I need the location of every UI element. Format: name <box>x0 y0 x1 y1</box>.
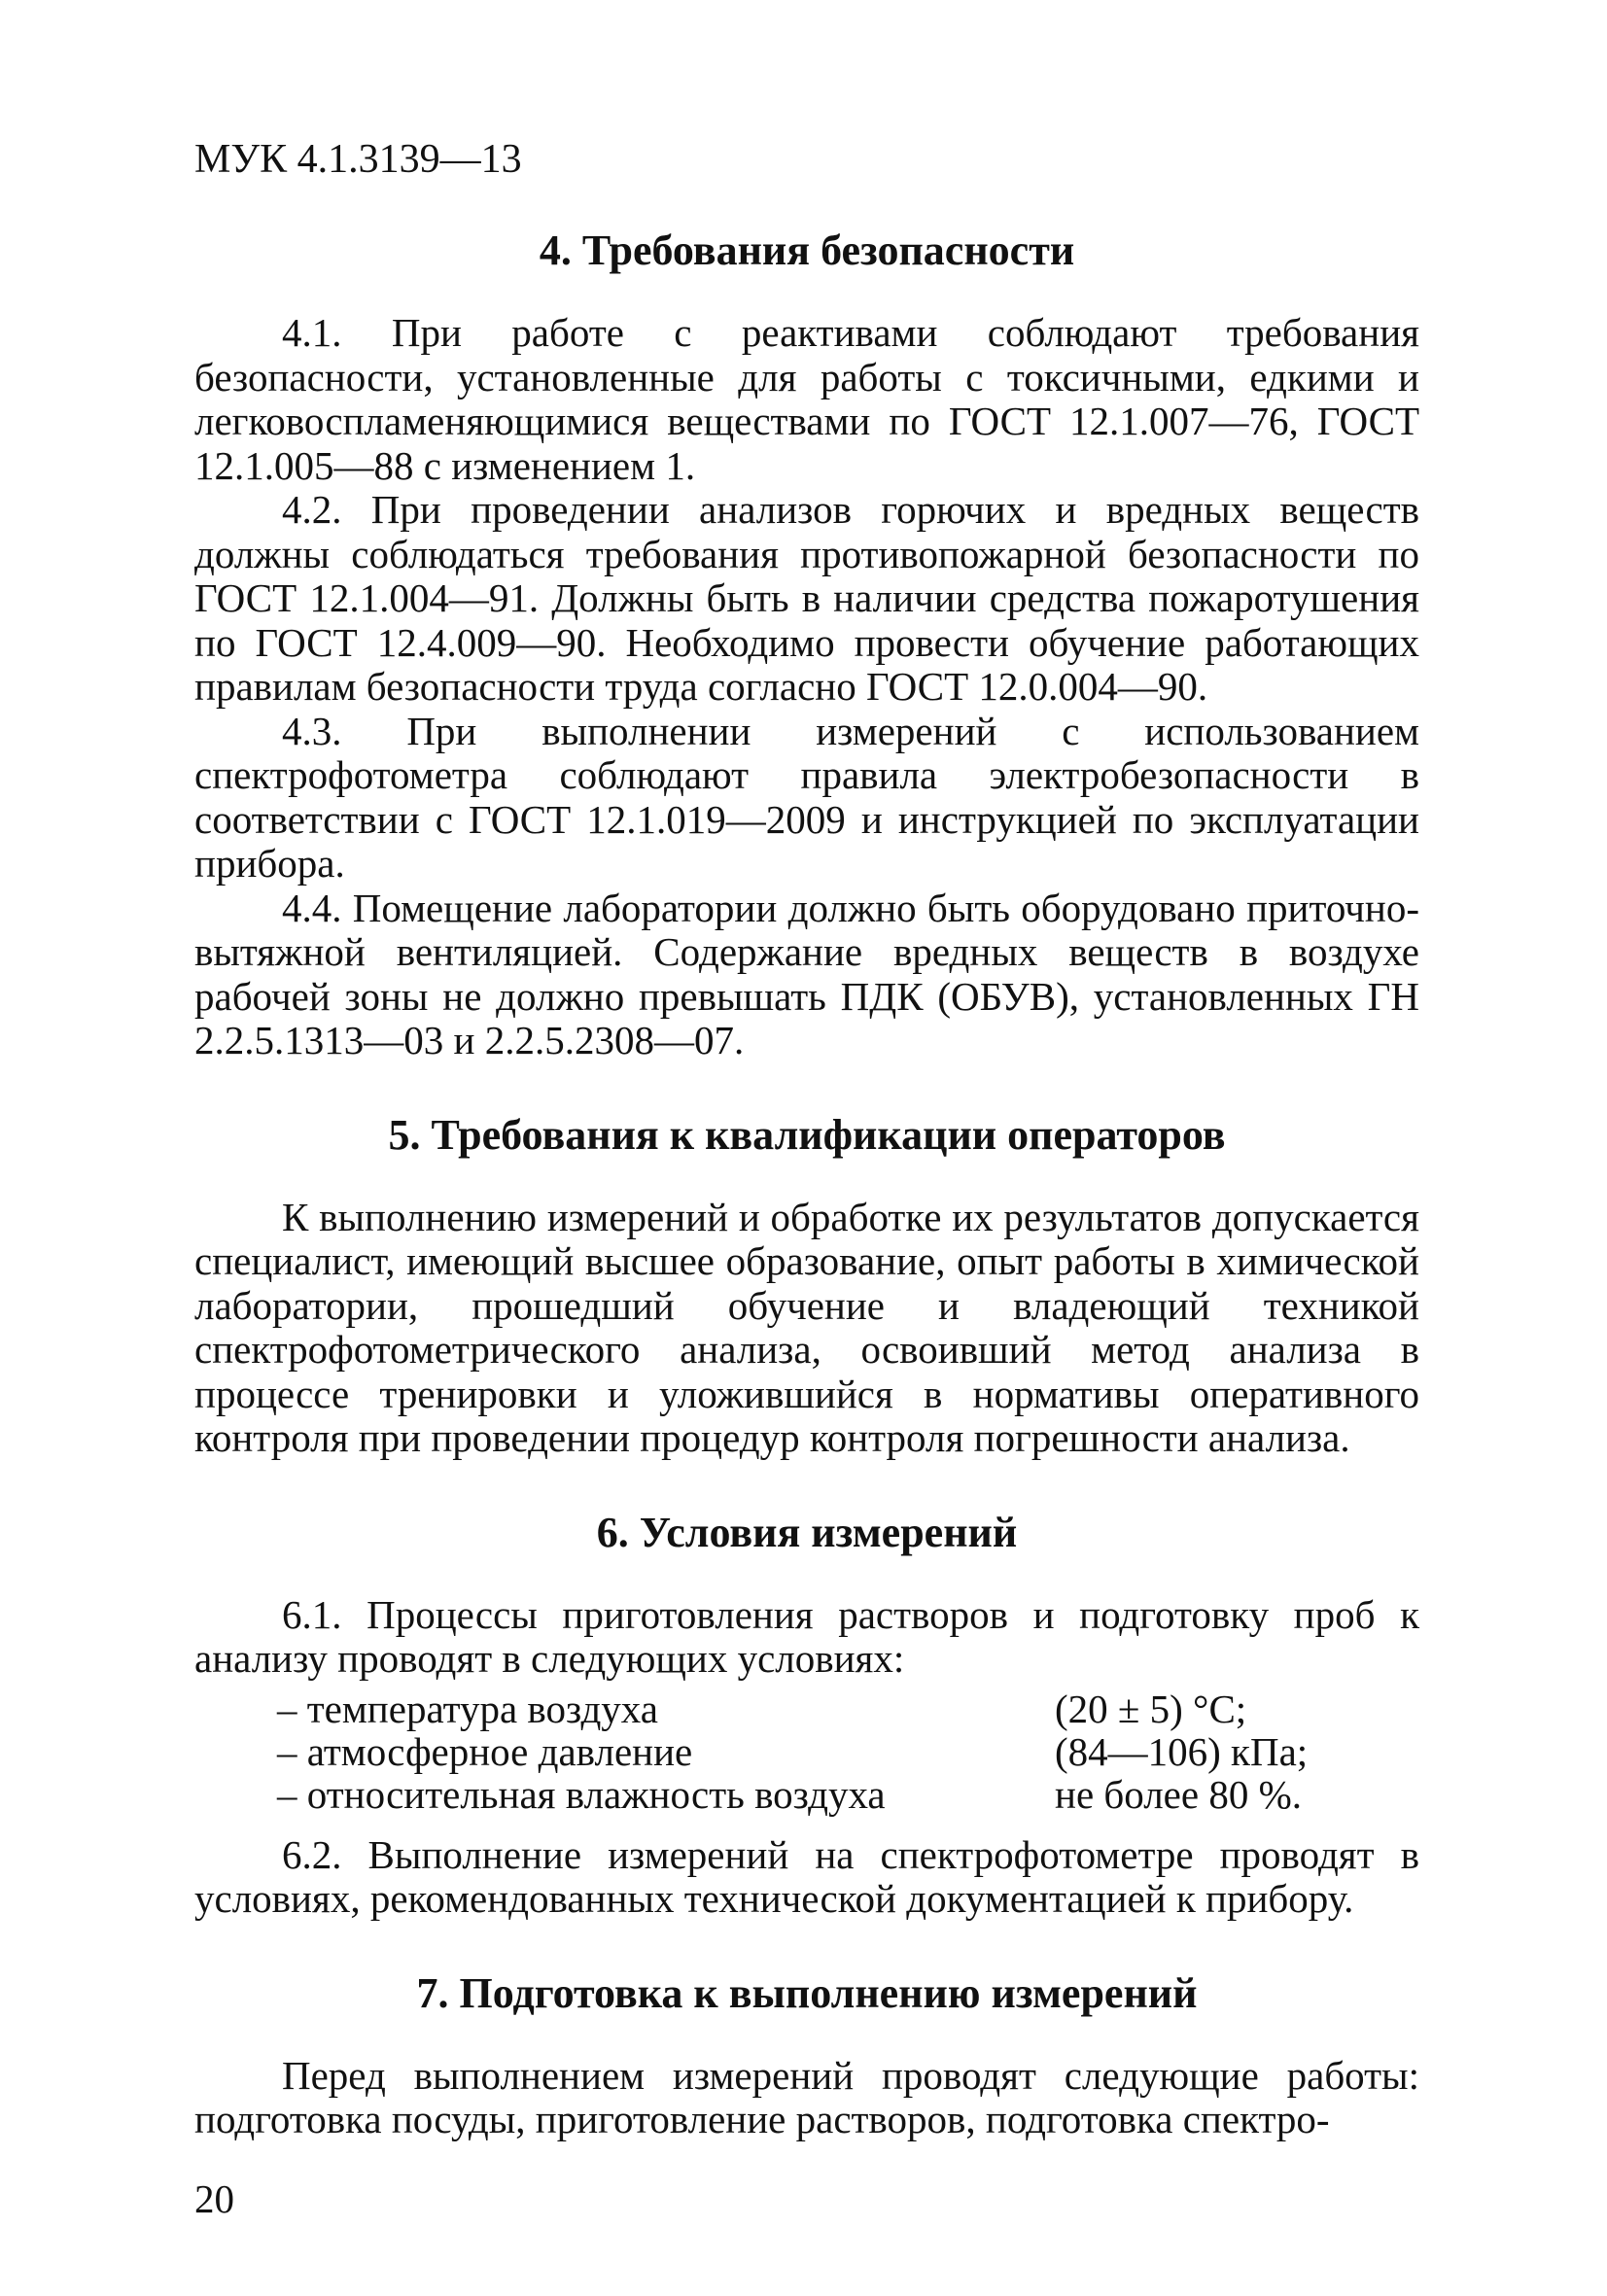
conditions-table <box>277 1687 1346 1816</box>
section-5-qualification <box>194 1110 1419 1461</box>
paragraph: 4.3. При выполнении измерений с использованием спектрофотометра соблюдают правила электробезопасности в соответствии с ГОСТ 12.1.019—2009 и инструкцией по эксплуатации прибора. <box>194 708 1419 886</box>
section-title: 4. Требования безопасности <box>539 226 1075 274</box>
section-title: 6. Условия измерений <box>596 1508 1018 1556</box>
paragraph: 4.4. Помещение лаборатории должно быть оборудовано приточно-вытяжной вентиляцией. Содержание вредных веществ в воздухе рабочей зоны не должно превышать ПДК (ОБУВ), установленных ГН 2.2.5.1313—03 и 2.2.5.2308—07. <box>194 885 1419 1062</box>
section-6-conditions <box>194 1508 1419 1922</box>
paragraph: 6.1. Процессы приготовления растворов и подготовку проб к анализу проводят в следующих условиях: <box>194 1591 1419 1681</box>
paragraph: 6.2. Выполнение измерений на спектрофотометре проводят в условиях, рекомендованных технической документацией к прибору. <box>194 1831 1419 1921</box>
section-title: 7. Подготовка к выполнению измерений <box>416 1968 1198 2017</box>
section-title: 5. Требования к квалификации операторов <box>388 1110 1226 1159</box>
page-number: 20 <box>194 2176 234 2221</box>
condition-row <box>277 1773 1346 1816</box>
condition-value: не более 80 %. <box>1055 1771 1302 1817</box>
paragraph: Перед выполнением измерений проводят следующие работы: подготовка посуды, приготовление растворов, подготовка спектро- <box>194 2052 1419 2141</box>
condition-value: (84—106) кПа; <box>1055 1728 1309 1774</box>
condition-label: – относительная влажность воздуха <box>277 1771 886 1817</box>
condition-label: – температура воздуха <box>277 1686 658 1731</box>
paragraph: 4.1. При работе с реактивами соблюдают требования безопасности, установленные для работы с токсичными, едкими и легковоспламеняющимися веществами по ГОСТ 12.1.007—76, ГОСТ 12.1.005—88 с изменением 1. <box>194 310 1419 488</box>
running-head: МУК 4.1.3139—13 <box>194 137 522 182</box>
paragraph: 4.2. При проведении анализов горючих и вредных веществ должны соблюдаться требования противопожарной безопасности по ГОСТ 12.1.004—91. Должны быть в наличии средства пожаротушения по ГОСТ 12.4.009—90. Необходимо провести обучение работающих правилам безопасности труда согласно ГОСТ 12.0.004—90. <box>194 487 1419 709</box>
condition-row <box>277 1687 1346 1730</box>
section-7-preparation <box>194 1968 1419 2142</box>
section-4-safety <box>194 226 1419 1063</box>
condition-label: – атмосферное давление <box>277 1728 693 1774</box>
paragraph: К выполнению измерений и обработке их результатов допускается специалист, имеющий высшее образование, опыт работы в химической лаборатории, прошедший обучение и владеющий техникой спектрофотометрического анализа, освоивший метод анализа в процессе тренировки и уложившийся в нормативы оперативного контроля при проведении процедур контроля погрешности анализа. <box>194 1194 1419 1460</box>
condition-row <box>277 1730 1346 1773</box>
document-page <box>194 136 1419 2189</box>
condition-value: (20 ± 5) °С; <box>1055 1686 1247 1731</box>
